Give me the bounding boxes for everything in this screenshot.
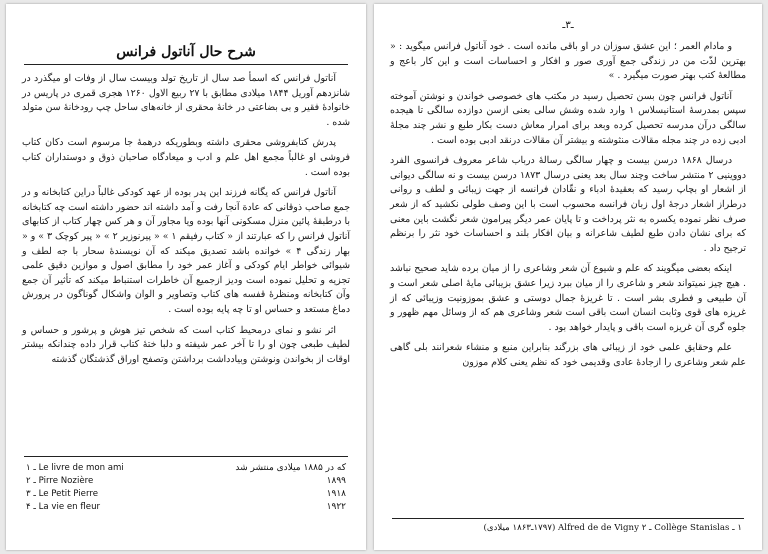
paragraph: درسال ۱۸۶۸ درسن بیست و چهار سالگی رسالهٔ درباب شاعر معروف فرانسوی الفرد دووینیی ۲ منتشر ساخت وچند سال بعد یعنی درسال ۱۸۷۳ درسن بیست و نه سالگی دیوانی از اشعار او بچاپ رسید که بعقیدهٔ ادباء و نقّادان فرانسه از جهت زیبائی و لطف و روانی درطراز اشعار درجهٔ اول زبان فرانسه محسوب است با این وصف طولی نکشید که از شعر صرف نظر نموده یکسره به نثر پرداخت و تا پایان عمر دیگر پیرامون شعر نگشت باین معنی که برای نشان دادن طبع لطیف شاعرانه و بیان افکار بلند و احساسات خود نثر را برنظم ترجیح داد . bbox=[390, 155, 747, 254]
footnote-title: ۳ ـ Le Petit Pierre bbox=[26, 489, 98, 499]
footnote-row bbox=[26, 462, 346, 475]
footnotes bbox=[394, 523, 742, 533]
paragraph: و مادام العمر ؛ این عشق سوزان در او باقی مانده است . خود آناتول فرانس میگوید : « بهترین لذّت من در زندگی جمع آوری صور و افکار و احساسات است و این کار باعج و مطالعهٔ کتب بهتر صورت میگیرد . » bbox=[390, 41, 746, 82]
footnotes bbox=[26, 462, 346, 514]
footnote-row bbox=[26, 488, 346, 501]
left-page bbox=[6, 4, 366, 550]
footnote-divider bbox=[392, 518, 744, 519]
footnote-year: ۱۸۹۹ bbox=[326, 476, 346, 486]
paragraph: آناتول فرانس که اسمأ صد سال از تاریخ تولد وبیست سال از وفات او میگذرد در شانزدهم آوریل ۱۸۴۴ میلادی مطابق با ۲۷ ربیع الاول ۱۲۶۰ هجری قمری در پاریس در خانوادهٔ فقیر و بی بضاعتی در خانهٔ محقری از خانه‌های ساحل چپ رودخانهٔ سن متولد شده . bbox=[22, 73, 350, 128]
paragraph: پدرش کتابفروشی محقری داشته وبطوریکه درهمهٔ جا مرسوم است دکان کتاب فروشی او غالباً مجمع اهل علم و ادب و میعادگاه صاحبان ذوق و دوستداران کتاب بوده است . bbox=[22, 137, 350, 178]
footnote-year: که در ۱۸۸۵ میلادی منتشر شد bbox=[235, 463, 346, 473]
footnote-year: ۱۹۲۲ bbox=[326, 502, 346, 512]
right-page-body bbox=[390, 40, 746, 514]
footnote-row bbox=[26, 501, 346, 514]
footnote-title: ۴ ـ La vie en fleur bbox=[26, 502, 101, 512]
right-page bbox=[374, 4, 762, 550]
footnote-title: ۱ ـ Le livre de mon ami bbox=[26, 463, 124, 473]
footnote-year: ۱۹۱۸ bbox=[326, 489, 346, 499]
paragraph: آناتول فرانس که یگانه فرزند این پدر بوده از عهد کودکی غالباً دراین کتابخانه و در جمع صاحب ذوقانی که عادة آنجا رفت و آمد داشته اند حضور داشته است چه کتابخانه با درطبقهٔ پائین منزل مسکونی آنها بوده ویا مجاور آن و هر کس چهار کتاب از کتابهای آناتول فرانس را که عبارتند از « کتاب رفیقم ۱ » « پیرنوزیر ۲ » « پیر کوچک ۳ » و « بهار زندگی ۴ » خوانده باشد تصدیق میکند که آن نویسندهٔ سحار با جه لطف و شیوائی خواطر ایام کودکی و آغاز عمر خود را مطابق اصول و موازین دقیق علمی تجزیه و تحلیل نموده است ودیز ازجمیع آن خاطرات استنباط میکند که تأثیر آن جمع وآن کتابخانه ومنظرهٔ قفسه های کتاب وتصاویر و الوان واشکال گوناگون در پرورش دماغ مستعد و حساس او تا چه پایه بوده است . bbox=[22, 187, 350, 315]
paragraph: علم وحقایق علمی خود از زیبائی های بزرگند بنابراین منبع و منشاء شعرانند بلی گاهی علم شعر وشاعری را ازجادهٔ عادی وقدیمی خود که نظم یعنی کلام موزون bbox=[390, 342, 746, 368]
title-rule bbox=[24, 64, 348, 65]
paragraph: آناتول فرانس چون بسن تحصیل رسید در مکتب های خصوصی خواندن و نوشتن آموخته سپس بمدرسهٔ استانیسلاس ۱ وارد شده وشش سالی بعنی ازسن دوازده سالگی تا هیجده سالگی درآن مدرسه تحصیل کرده وبعد برای امرار معاش دست بکار طبع و نشر چند مجلهٔ ادبی زده در چند مجله مقالات منثوشته و بیشتر آن مقالات درنقد ادبی بوده است . bbox=[390, 90, 747, 146]
footnote-title: ۲ ـ Pirre Nozière bbox=[26, 476, 94, 486]
footnote-row bbox=[26, 475, 346, 488]
page-title: شرح حال آناتول فرانس bbox=[116, 44, 256, 60]
footnote-text: ۱ ـ Collège Stanislas ـ ۲ Alfred de de Vigny (۱۷۹۷ـ۱۸۶۳ میلادی) bbox=[483, 523, 742, 533]
footnote-divider bbox=[24, 456, 348, 457]
paragraph: اثر نشو و نمای درمحیط کتاب است که شخص تیز هوش و پرشور و حساس و لطیف طبعی چون او را تا آخر عمر شیفته و دلبا ختهٔ کتاب قرار داده چندانکه بیشتر اوقات از بخواندن ونوشتن وبیادداشت برداشتن وتصفح اوراق گذشتگان گذشته bbox=[22, 324, 350, 365]
paragraph: اینکه بعضی میگویند که علم و شیوع آن شعر وشاعری را از میان برده شاید صحیح نباشد . هیچ چیز نمیتواند شعر و شاعری را از میان ببرد زیرا عشق بزیبائی مایهٔ اصلی شعر است و آن طبیعی و فطری بشر است . تا غریزهٔ جمال دوستی و عشق بموزونیت وزیبائی که از غریزه های قوی وثابت انسان است باقی است شعر وشاعری هم که از وسائل مهم ظهور و جلوه گری آن غریزه است باقی و پایدار خواهد بود . bbox=[390, 263, 746, 333]
left-page-body bbox=[22, 72, 350, 450]
page-number: ـ۳ـ bbox=[562, 20, 574, 31]
